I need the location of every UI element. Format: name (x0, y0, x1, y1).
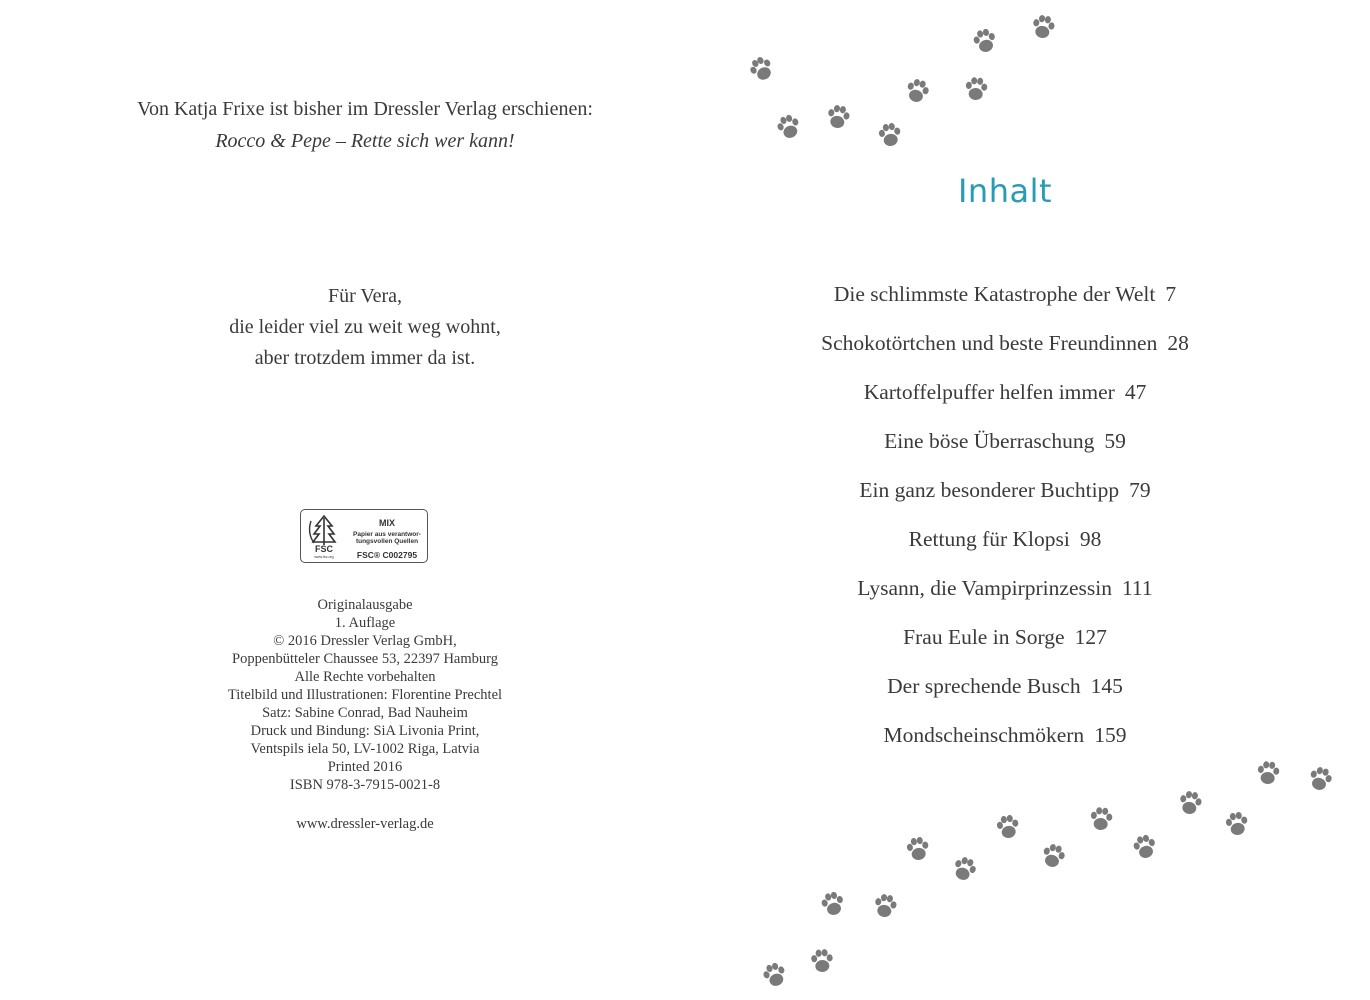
toc-entry[interactable] (730, 720, 1280, 769)
toc-entry-title: Schokotörtchen und beste Freundinnen (821, 331, 1158, 355)
fsc-code: FSC® C002795 (356, 550, 418, 560)
imprint-line: Alle Rechte vorbehalten (294, 669, 436, 685)
fsc-paper-line: tungsvollen Quellen (355, 538, 419, 545)
toc-entry-page: 47 (1124, 380, 1147, 404)
imprint-line: Poppenbütteler Chaussee 53, 22397 Hamburg (232, 651, 498, 667)
imprint-line: Satz: Sabine Conrad, Bad Nauheim (262, 705, 468, 721)
publisher-note-text: Von Katja Frixe ist bisher im Dressler Verlag erschienen: (137, 98, 593, 120)
toc-entry-title: Eine böse Überraschung (884, 429, 1095, 453)
toc-entry-page: 98 (1079, 527, 1102, 551)
publisher-website[interactable]: www.dressler-verlag.de (296, 816, 434, 832)
fsc-mix-label: MIX (378, 518, 395, 528)
toc-entry[interactable] (730, 524, 1280, 573)
toc-entry[interactable] (730, 328, 1280, 377)
toc-entry-title: Lysann, die Vampirprinzessin (857, 576, 1112, 600)
toc-entry-title: Kartoffelpuffer helfen immer (863, 380, 1115, 404)
imprint-line: ISBN 978-3-7915-0021-8 (289, 777, 441, 793)
toc-entry-page: 111 (1121, 576, 1153, 600)
toc-entry-page: 7 (1165, 282, 1177, 306)
fsc-paper-line: Papier aus verantwor- (353, 531, 421, 538)
toc-entry-title: Rettung für Klopsi (908, 527, 1070, 551)
table-of-contents (730, 279, 1280, 769)
fsc-tree-icon (305, 513, 343, 559)
toc-entry[interactable] (730, 279, 1280, 328)
toc-entry-page: 59 (1104, 429, 1126, 453)
imprint-line: Titelbild und Illustrationen: Florentine Prechtel (227, 687, 503, 703)
dedication (0, 281, 730, 374)
imprint (0, 596, 730, 794)
imprint-line: Ventspils iela 50, LV-1002 Riga, Latvia (250, 741, 480, 757)
imprint-line: Originalausgabe (317, 597, 413, 613)
dedication-line: Für Vera, (327, 285, 403, 307)
toc-entry[interactable] (730, 377, 1280, 426)
dedication-line: aber trotzdem immer da ist. (254, 347, 476, 369)
toc-entry-page: 127 (1074, 625, 1107, 649)
toc-entry[interactable] (730, 622, 1280, 671)
imprint-line: Druck und Bindung: SiA Livonia Print, (250, 723, 480, 739)
toc-entry-page: 145 (1090, 674, 1123, 698)
toc-entry[interactable] (730, 573, 1280, 622)
toc-entry-title: Der sprechende Busch (887, 674, 1081, 698)
right-page (730, 0, 1370, 1000)
toc-entry-page: 159 (1094, 723, 1127, 747)
toc-entry[interactable] (730, 671, 1280, 720)
imprint-line: © 2016 Dressler Verlag GmbH, (273, 633, 457, 649)
fsc-paper-text (349, 531, 425, 545)
toc-entry-page: 28 (1167, 331, 1189, 355)
toc-entry-title: Frau Eule in Sorge (903, 625, 1065, 649)
fsc-url: www.fsc.org (314, 555, 334, 559)
imprint-line: Printed 2016 (327, 759, 403, 775)
toc-heading: Inhalt (957, 172, 1053, 210)
toc-entry[interactable] (730, 475, 1280, 524)
toc-entry-page: 79 (1129, 478, 1151, 502)
book-title: Rocco & Pepe – Rette sich wer kann! (215, 130, 515, 152)
fsc-logo (300, 509, 428, 563)
imprint-line: 1. Auflage (334, 615, 396, 631)
toc-entry-title: Die schlimmste Katastrophe der Welt (833, 282, 1156, 306)
toc-entry-title: Mondscheinschmökern (883, 723, 1085, 747)
toc-entry-title: Ein ganz besonderer Buchtipp (859, 478, 1120, 502)
toc-entry[interactable] (730, 426, 1280, 475)
dedication-line: die leider viel zu weit weg wohnt, (229, 316, 501, 338)
publisher-note (0, 93, 730, 157)
fsc-mark: FSC (315, 544, 333, 554)
